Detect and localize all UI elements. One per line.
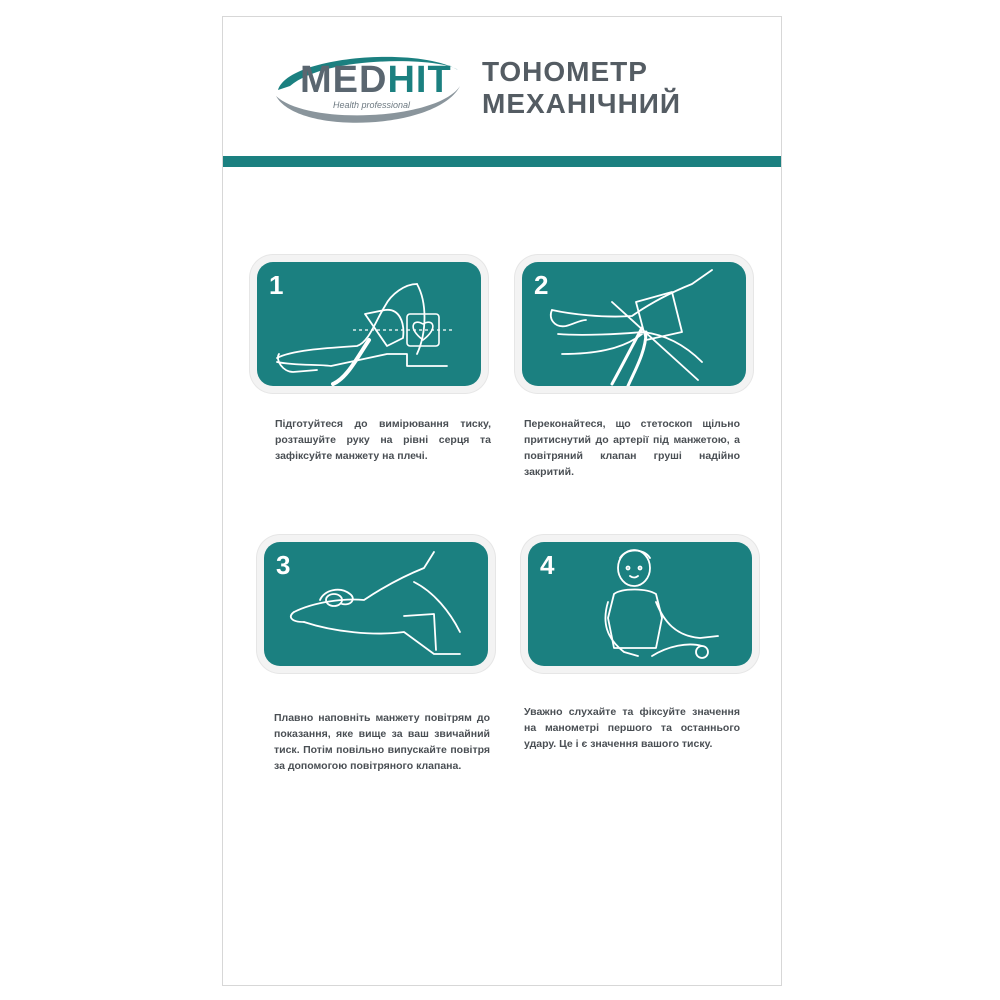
step-3-number: 3 — [276, 550, 291, 580]
person-measuring-pressure-illustration-icon — [528, 542, 752, 666]
brand-tagline: Health professional — [333, 100, 411, 110]
step-2-card — [522, 262, 746, 386]
step-4-card — [528, 542, 752, 666]
stethoscope-under-cuff-illustration-icon — [522, 262, 746, 386]
step-2-number: 2 — [534, 270, 549, 300]
header-divider — [223, 156, 781, 167]
brand-hit: HIT — [387, 59, 452, 101]
step-4-number: 4 — [540, 550, 555, 580]
hand-squeezing-bulb-illustration-icon — [264, 542, 488, 666]
step-1-card — [257, 262, 481, 386]
step-1-description: Підготуйтеся до вимірювання тиску, розташуйте руку на рівні серця та зафіксуйте манжету на плечі. — [275, 418, 491, 462]
title-line-1: ТОНОМЕТР — [482, 56, 648, 87]
page-title — [482, 56, 681, 120]
step-2-description: Переконайтеся, що стетоскоп щільно притиснутий до артерії під манжетою, а повітряний клапан груші надійно закритий. — [524, 418, 740, 478]
title-line-2: МЕХАНІЧНИЙ — [482, 88, 682, 119]
arm-cuff-heart-illustration-icon — [257, 262, 481, 386]
step-3-description: Плавно наповніть манжету повітрям до показання, яке вище за ваш звичайний тиск. Потім повільно випускайте повітря за допомогою повітряного клапана. — [274, 712, 490, 772]
brand-logo — [300, 60, 452, 100]
step-4-description: Уважно слухайте та фіксуйте значення на манометрі першого та останнього удару. Це і є значення вашого тиску. — [524, 706, 740, 750]
brand-med: MED — [300, 59, 388, 101]
step-3-card — [264, 542, 488, 666]
step-1-number: 1 — [269, 270, 284, 300]
